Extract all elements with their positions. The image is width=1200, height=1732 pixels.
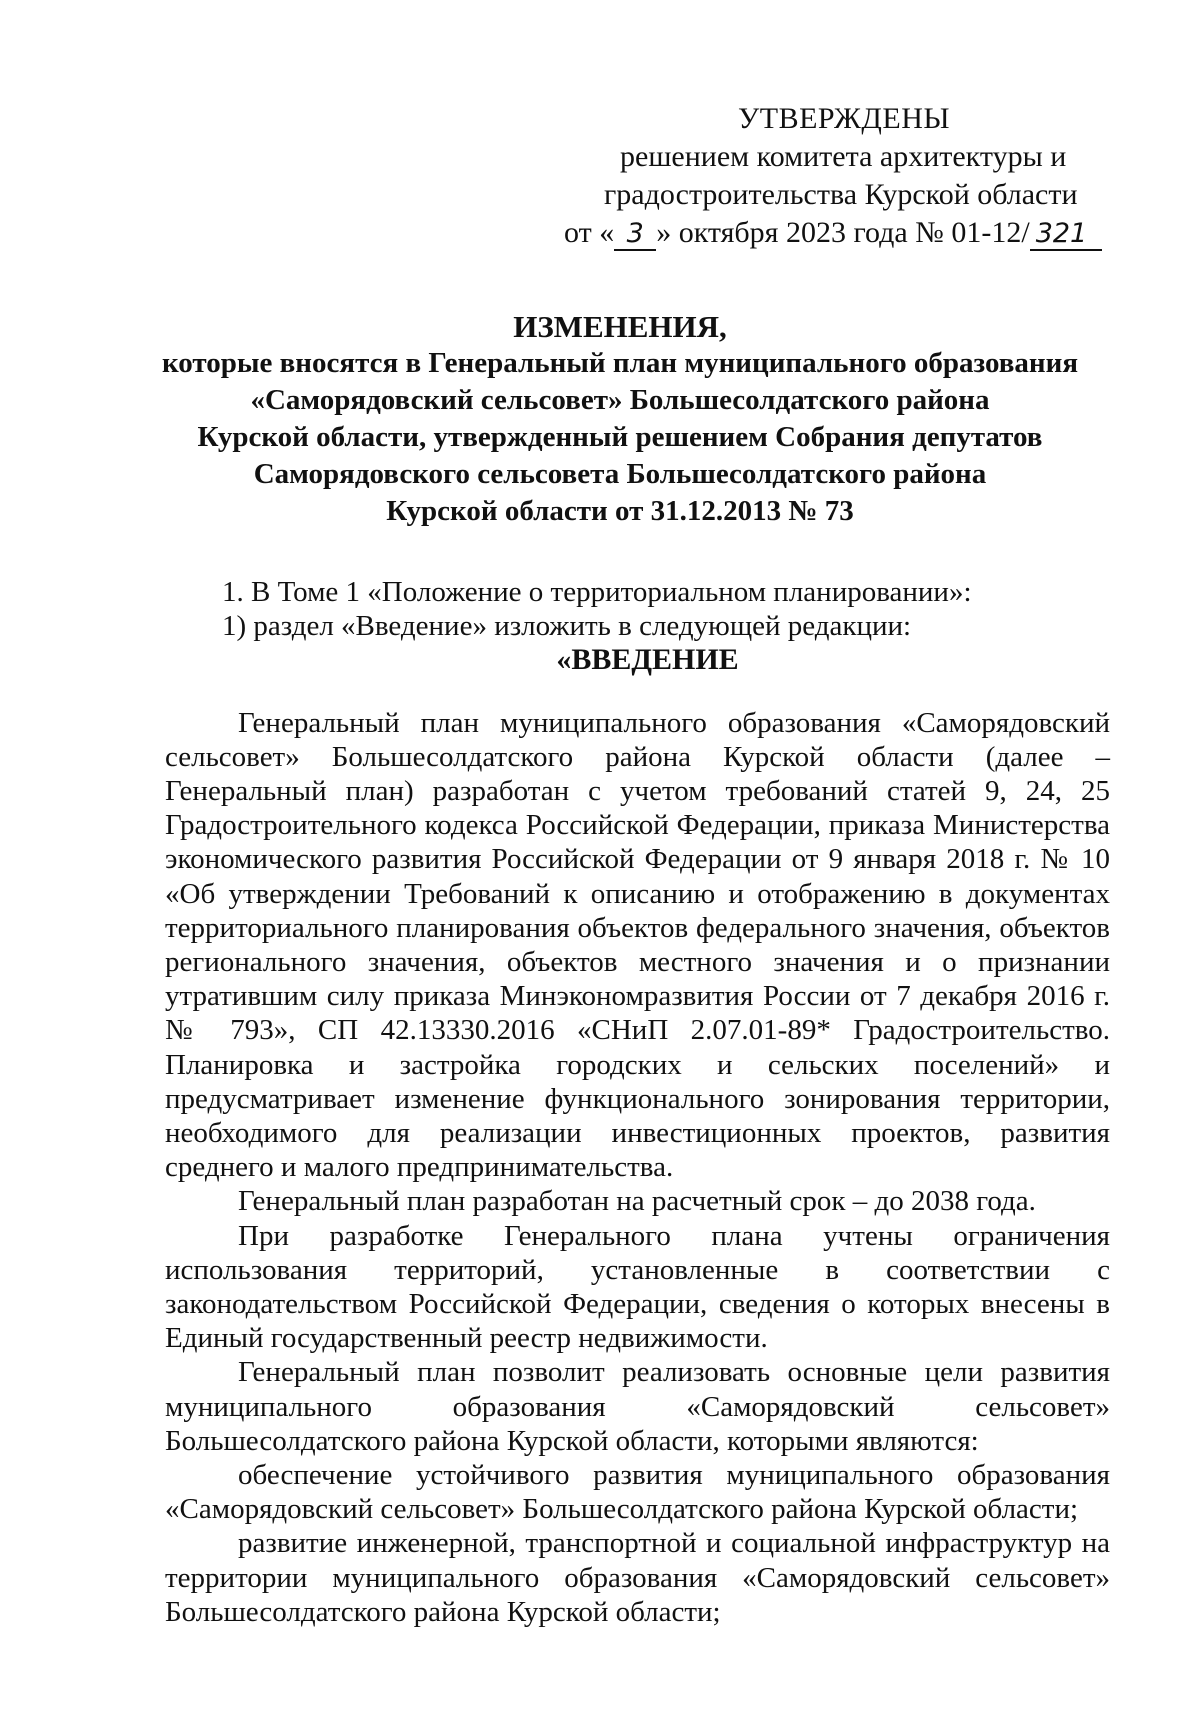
approval-block xyxy=(560,100,1120,252)
approval-document-number: 321 xyxy=(1030,219,1102,251)
approval-date-line xyxy=(564,214,1120,252)
approval-date-prefix: от « xyxy=(564,216,615,249)
approval-heading: УТВЕРЖДЕНЫ xyxy=(738,102,951,135)
title-line: Курской области от 31.12.2013 № 73 xyxy=(386,495,854,527)
paragraph: Генеральный план муниципального образования «Саморядовский сельсовет» Большесолдатского района Курской области (далее – Генеральный план) разработан с учетом требований статей 9, 24, 25 Градостроительного кодекса Российской Федерации, приказа Министерства экономического развития Российской Федерации от 9 января 2018 г. № 10 «Об утверждении Требований к описанию и отображению в документах территориального планирования объектов федерального значения, объектов регионального значения, объектов местного значения и о признании утратившим силу приказа Минэкономразвития России от 7 декабря 2016 г. № 793», СП 42.13330.2016 «СНиП 2.07.01-89* Градостроительство. Планировка и застройка городских и сельских поселений» и предусматривает изменение функционального зонирования территории, необходимого для реализации инвестиционных проектов, развития среднего и малого предпринимательства. xyxy=(165,706,1110,1184)
paragraph: Генеральный план разработан на расчетный срок – до 2038 года. xyxy=(238,1185,1036,1218)
approval-line-1: решением комитета архитектуры и xyxy=(620,140,1067,173)
title-line: которые вносятся в Генеральный план муниципального образования xyxy=(161,347,1079,379)
approval-line-2: градостроительства Курской области xyxy=(604,178,1078,211)
title-line: Саморядовского сельсовета Большесолдатского района xyxy=(253,458,987,490)
section-heading: «ВВЕДЕНИЕ xyxy=(556,643,739,677)
paragraph: обеспечение устойчивого развития муниципального образования «Саморядовский сельсовет» Большесолдатского района Курской области; xyxy=(165,1459,1110,1526)
paragraph: Генеральный план позволит реализовать основные цели развития муниципального образования «Саморядовский сельсовет» Большесолдатского района Курской области, которыми являются: xyxy=(165,1356,1110,1457)
item-1: 1. В Томе 1 «Положение о территориальном планировании»: xyxy=(222,576,972,608)
title-line: «Саморядовский сельсовет» Большесолдатского района xyxy=(250,384,990,416)
item-1-subitem: 1) раздел «Введение» изложить в следующей редакции: xyxy=(222,610,912,643)
paragraph: развитие инженерной, транспортной и социальной инфраструктур на территории муниципального образования «Саморядовский сельсовет» Большесолдатского района Курской области; xyxy=(165,1527,1110,1628)
paragraph: При разработке Генерального плана учтены ограничения использования территорий, установленные в соответствии с законодательством Российской Федерации, сведения о которых внесены в Единый государственный реестр недвижимости. xyxy=(165,1219,1110,1355)
approval-date-day: 3 xyxy=(614,219,656,251)
title-line: Курской области, утвержденный решением Собрания депутатов xyxy=(197,421,1043,453)
approval-date-middle: » октября 2023 года № 01-12/ xyxy=(656,216,1030,249)
document-body xyxy=(165,575,1110,1629)
document-title xyxy=(120,308,1120,530)
title-main: ИЗМЕНЕНИЯ, xyxy=(513,309,727,344)
